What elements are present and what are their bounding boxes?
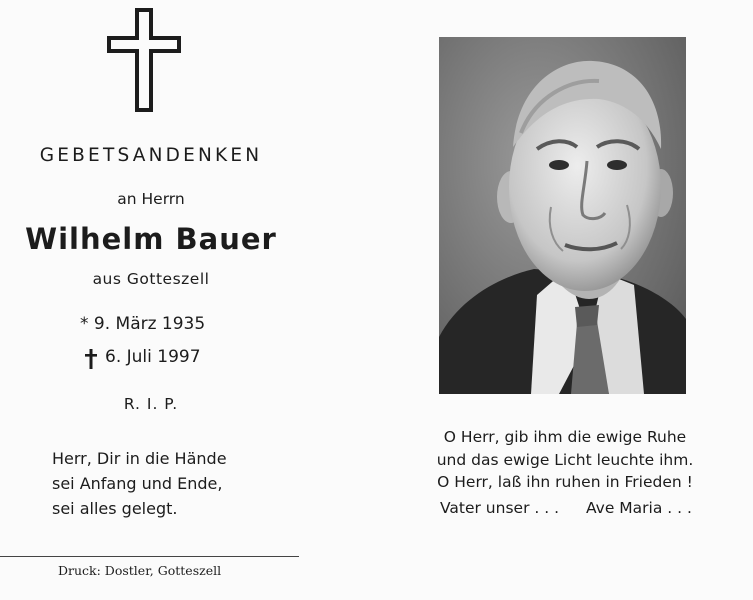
closing-ave-maria: Ave Maria . . . <box>585 499 692 517</box>
prayer-line: O Herr, laß ihn ruhen in Frieden ! <box>437 473 693 491</box>
origin: aus Gotteszell <box>92 270 210 288</box>
closing-vater-unser: Vater unser . . . <box>440 499 560 517</box>
portrait-photo <box>439 37 686 394</box>
salutation: an Herrn <box>117 190 185 208</box>
cross-icon <box>106 8 182 112</box>
deceased-name: Wilhelm Bauer <box>25 222 277 256</box>
rip-text: R. I. P. <box>123 395 179 413</box>
death-cross-icon <box>84 349 98 369</box>
card-heading: GEBETSANDENKEN <box>39 145 263 166</box>
verse <box>52 446 227 521</box>
divider <box>0 556 299 557</box>
verse-line: sei alles gelegt. <box>52 499 178 518</box>
prayer <box>420 426 710 494</box>
prayer-line: und das ewige Licht leuchte ihm. <box>436 450 694 469</box>
verse-line: Herr, Dir in die Hände <box>52 449 227 468</box>
prayer-line: O Herr, gib ihm die ewige Ruhe <box>443 428 687 446</box>
death-date: 6. Juli 1997 <box>105 347 201 367</box>
birth-date: * 9. März 1935 <box>80 314 206 334</box>
verse-line: sei Anfang und Ende, <box>52 474 223 493</box>
printer-credit: Druck: Dostler, Gotteszell <box>58 563 222 578</box>
closing-prayers <box>440 499 692 517</box>
